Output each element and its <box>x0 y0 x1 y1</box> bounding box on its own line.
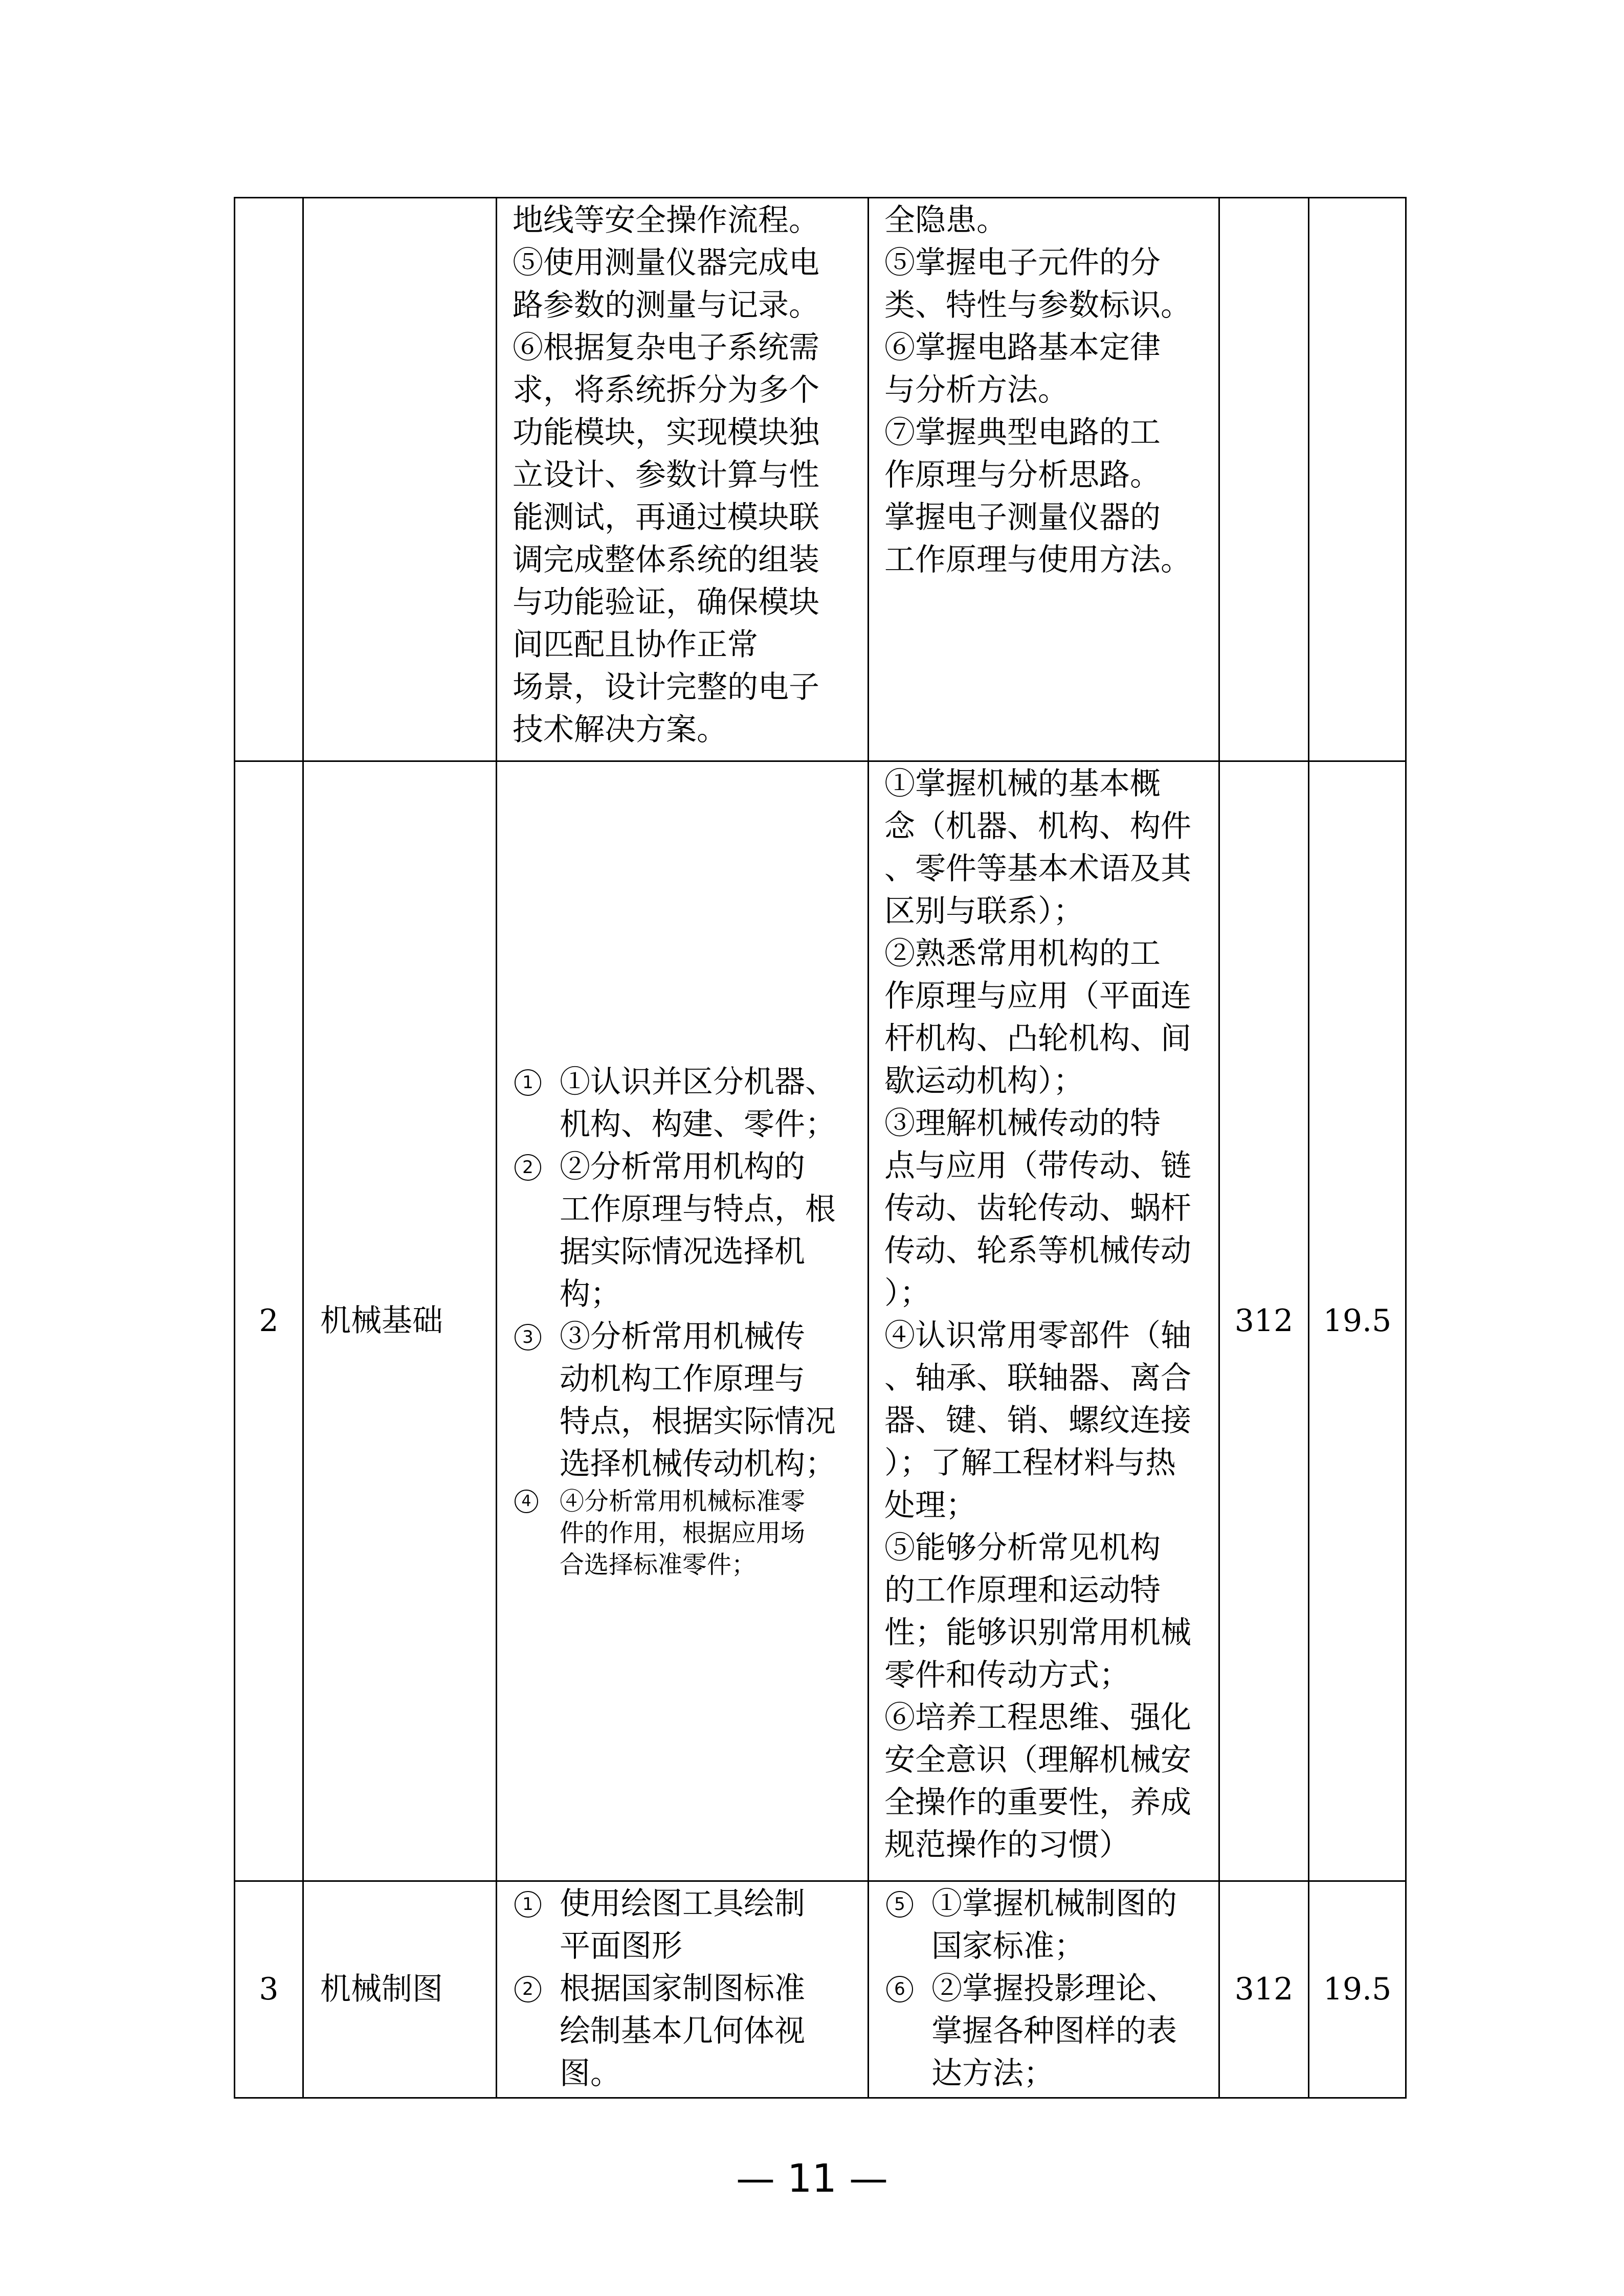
text-line: 使用绘图工具绘制 <box>560 1886 805 1922</box>
course-name-cell <box>303 198 497 761</box>
numbered-item <box>513 1146 862 1316</box>
text-line: 传动、轮系等机械传动 <box>884 1233 1191 1269</box>
circled-number-marker: 4 <box>515 1490 538 1513</box>
ability-requirements-cell <box>497 1881 869 2098</box>
text-line: 工作原理与使用方法。 <box>884 542 1191 578</box>
numbered-item <box>884 1883 1213 1968</box>
text-line: 器、键、销、螺纹连接 <box>884 1403 1191 1438</box>
text-line: 性；能够识别常用机械 <box>884 1615 1191 1651</box>
text-line: 机构、构建、零件； <box>560 1106 836 1142</box>
table-row <box>235 198 1406 761</box>
text-line: 类、特性与参数标识。 <box>884 287 1191 323</box>
ability-requirements-cell <box>497 198 869 761</box>
hours-cell: 312 <box>1219 761 1309 1881</box>
text-line: 区别与联系）； <box>884 893 1084 929</box>
text-line: 调完成整体系统的组装 <box>513 542 819 578</box>
text-line: 立设计、参数计算与性 <box>513 457 819 493</box>
hours-cell <box>1219 198 1309 761</box>
text-line: 与功能验证，确保模块 <box>513 584 819 620</box>
text-line: 工作原理与特点，根 <box>560 1191 836 1227</box>
hours-cell: 312 <box>1219 1881 1309 2098</box>
text-line: ⑥根据复杂电子系统需 <box>513 330 819 366</box>
text-line: 传动、齿轮传动、蜗杆 <box>884 1190 1191 1226</box>
text-line: 技术解决方案。 <box>513 712 727 748</box>
text-line: 国家标准； <box>931 1928 1085 1964</box>
knowledge-requirements-cell <box>869 761 1219 1881</box>
credits-cell <box>1309 198 1406 761</box>
circled-number-marker: 1 <box>515 1891 541 1918</box>
numbered-item <box>513 1968 862 2095</box>
text-line: ③理解机械传动的特 <box>884 1106 1161 1141</box>
text-line: 点与应用（带传动、链 <box>884 1148 1191 1184</box>
text-line: ④分析常用机械标准零 <box>560 1487 806 1516</box>
text-line: 杆机构、凸轮机构、间 <box>884 1021 1191 1056</box>
text-line: 求，将系统拆分为多个 <box>513 372 819 408</box>
text-line: 地线等安全操作流程。 <box>513 202 819 238</box>
numbered-item <box>513 1883 862 1968</box>
circled-number-marker: 6 <box>886 1976 913 2002</box>
table-row <box>235 761 1406 1881</box>
text-line: ①掌握机械制图的 <box>931 1886 1177 1922</box>
circled-number-marker: 5 <box>886 1891 913 1918</box>
text-line: 件的作用，根据应用场 <box>560 1518 806 1547</box>
knowledge-requirements-cell <box>869 1881 1219 2098</box>
numbered-item <box>513 1316 862 1485</box>
numbered-item <box>513 1485 862 1581</box>
text-line: 处理； <box>884 1488 976 1523</box>
table-row <box>235 1881 1406 2098</box>
text-line: 图。 <box>560 2056 621 2091</box>
text-line: 功能模块，实现模块独 <box>513 415 819 451</box>
knowledge-requirements-cell <box>869 198 1219 761</box>
row-number-cell: 2 <box>235 761 303 1881</box>
text-line: ②熟悉常用机构的工 <box>884 936 1161 972</box>
text-line: 全隐患。 <box>884 202 1007 238</box>
text-line: 绘制基本几何体视 <box>560 2013 805 2049</box>
text-line: ⑥培养工程思维、强化 <box>884 1700 1191 1736</box>
numbered-item <box>884 1968 1213 2095</box>
text-line: 、轴承、联轴器、离合 <box>884 1360 1191 1396</box>
text-line: ②掌握投影理论、 <box>931 1971 1177 2007</box>
text-line: 据实际情况选择机 <box>560 1233 805 1270</box>
text-line: 作原理与应用（平面连 <box>884 978 1191 1014</box>
course-name-cell: 机械制图 <box>303 1881 497 2098</box>
text-line: ⑥掌握电路基本定律 <box>884 330 1161 366</box>
text-line: 构； <box>560 1276 621 1312</box>
text-line: ③分析常用机械传 <box>560 1318 805 1355</box>
text-line: ④认识常用零部件（轴 <box>884 1318 1191 1354</box>
text-line: 、零件等基本术语及其 <box>884 851 1191 887</box>
page-number: — 11 — <box>736 2155 888 2201</box>
text-line: 念（机器、机构、构件 <box>884 808 1191 844</box>
text-line: 根据国家制图标准 <box>560 1971 805 2007</box>
text-line: ⑤使用测量仪器完成电 <box>513 245 819 281</box>
text-line: 合选择标准零件； <box>560 1550 757 1579</box>
text-line: ⑦掌握典型电路的工 <box>884 415 1161 451</box>
credits-cell: 19.5 <box>1309 1881 1406 2098</box>
text-line: 特点，根据实际情况 <box>560 1403 836 1439</box>
text-line: 歇运动机构）； <box>884 1063 1084 1099</box>
text-line: 能测试，再通过模块联 <box>513 500 819 535</box>
circled-number-marker: 2 <box>515 1154 541 1181</box>
course-name-cell: 机械基础 <box>303 761 497 1881</box>
text-line: 与分析方法。 <box>884 372 1069 408</box>
text-line: ⑤掌握电子元件的分 <box>884 245 1161 281</box>
text-line: 间匹配且协作正常 <box>513 627 758 663</box>
curriculum-table <box>234 197 1407 2099</box>
text-line: 作原理与分析思路。 <box>884 457 1161 493</box>
text-line: 路参数的测量与记录。 <box>513 287 819 323</box>
text-line: ①掌握机械的基本概 <box>884 766 1161 802</box>
text-line: 平面图形 <box>560 1928 682 1964</box>
text-line: ）；了解工程材料与热 <box>884 1445 1176 1481</box>
text-line: 选择机械传动机构； <box>560 1446 836 1482</box>
text-line: ⑤能够分析常见机构 <box>884 1530 1161 1566</box>
row-number-cell: 3 <box>235 1881 303 2098</box>
text-line: 全操作的重要性，养成 <box>884 1785 1191 1820</box>
text-line: 场景，设计完整的电子 <box>513 669 819 705</box>
text-line: 掌握电子测量仪器的 <box>884 500 1161 535</box>
text-line: 安全意识（理解机械安 <box>884 1742 1191 1778</box>
text-line: 规范操作的习惯） <box>884 1827 1130 1863</box>
text-line: 达方法； <box>931 2056 1054 2091</box>
circled-number-marker: 1 <box>515 1069 541 1096</box>
text-line: 动机构工作原理与 <box>560 1361 805 1397</box>
circled-number-marker: 2 <box>515 1976 541 2002</box>
small-text-block <box>513 1485 862 1581</box>
text-line: ②分析常用机构的 <box>560 1149 805 1185</box>
circled-number-marker: 3 <box>515 1324 541 1350</box>
text-line: 的工作原理和运动特 <box>884 1572 1161 1608</box>
row-number-cell <box>235 198 303 761</box>
ability-requirements-cell <box>497 761 869 1881</box>
text-line: 掌握各种图样的表 <box>931 2013 1177 2049</box>
text-line: ）； <box>884 1275 930 1311</box>
numbered-item <box>513 1061 862 1146</box>
credits-cell: 19.5 <box>1309 761 1406 1881</box>
text-line: 零件和传动方式； <box>884 1657 1130 1693</box>
text-line: ①认识并区分机器、 <box>560 1064 836 1100</box>
